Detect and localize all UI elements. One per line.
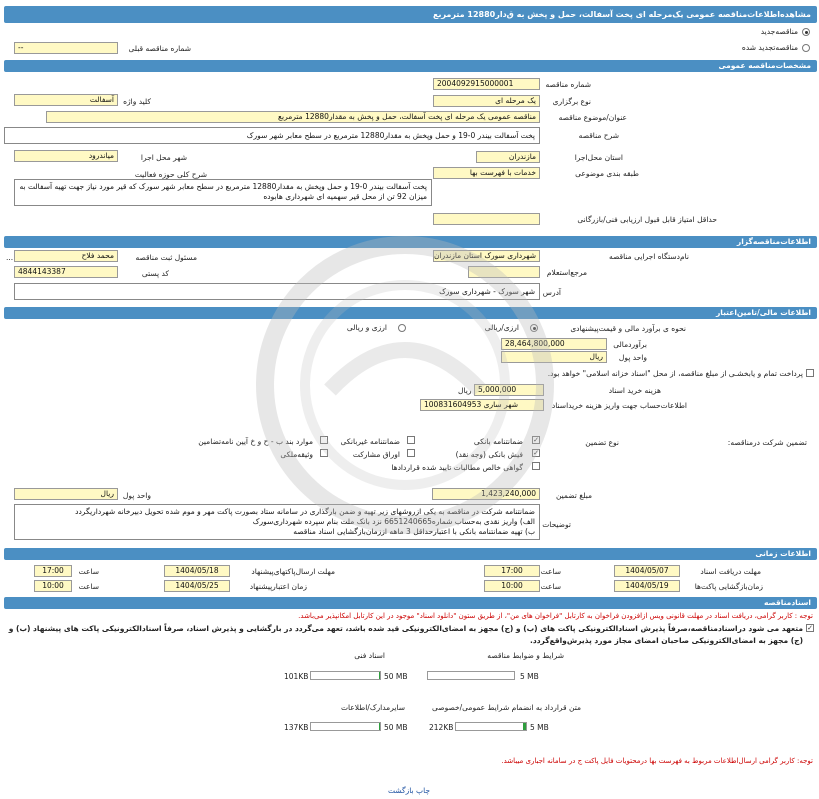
guarantee-note-line: الف) واریز نقدی به‌حساب شماره6651240665 نزد بانک ملت بنام سپرده شهرداری‌سورک: [252, 517, 535, 526]
guarantee-note-line: ضمانتنامه شرکت در مناقصه به یکی ازروشهای زیر تهیه و ضمن بارگذاری در سامانه ستاد بصورت پاکت مهر و موم شده تحویل دبیرخانه شهرداریگردد: [75, 507, 535, 516]
receive-time-label: ساعت: [540, 567, 561, 576]
doc-title-other: سایرمدارک/اطلاعات: [340, 703, 405, 712]
guarantee-amount-label: مبلغ تضمین: [555, 491, 592, 500]
bank-guarantee-checkbox: ✓: [533, 436, 539, 444]
open-label: زمان‌بازگشایی پاکت‌ها: [694, 582, 763, 591]
regulations-checkbox: [320, 436, 328, 444]
address-box: شهر سورک - شهرداری سورک: [14, 283, 540, 300]
subject-label: عنوان/موضوع مناقصه: [558, 113, 627, 122]
estimate-type-option1-label: ارزی/ریالی: [484, 323, 519, 332]
tender-number-field: 2004092915000001: [433, 78, 540, 90]
registrar-field: محمد فلاح: [14, 250, 118, 262]
currency-field: ریال: [501, 351, 607, 363]
nonbank-guarantee-label: ضمانتنامه غیربانکی: [340, 437, 400, 446]
guarantee-type-label: نوع تضمین: [585, 438, 619, 447]
description-label: شرح مناقصه: [578, 131, 619, 140]
document-fee-unit: ریال: [458, 386, 472, 395]
new-tender-radio[interactable]: [802, 28, 810, 36]
validity-date-field: 1404/05/25: [164, 580, 230, 592]
receive-label: مهلت دریافت اسناد: [700, 567, 761, 576]
min-score-field: [433, 213, 540, 225]
estimate-field: 28,464,800,000: [501, 338, 607, 350]
previous-tender-label: شماره مناقصه قبلی: [128, 44, 191, 53]
nonbank-guarantee-checkbox: [407, 436, 415, 444]
city-label: شهر محل اجرا: [140, 153, 187, 162]
doc-progress-contract: [455, 722, 527, 731]
guarantee-notes-label: توضیحات: [542, 520, 571, 529]
subject-field: مناقصه عمومی یک مرحله ای پخت آسفالت، حمل و پخش به مقدار12880 مترمربع: [46, 111, 540, 123]
doc-size-technical: 101KB: [284, 672, 309, 681]
property-label: وثیقه‌ملکی: [280, 450, 313, 459]
account-label: اطلاعات‌حساب جهت واریز هزینه خریداسناد: [551, 401, 687, 410]
document-fee-field: 5,000,000: [474, 384, 544, 396]
treasury-text: پرداخت تمام و یابخشـی از مبلغ مناقصه، از محل "اسناد خزانه اسلامی" خواهد بود.: [547, 369, 803, 378]
submit-time-field: 17:00: [34, 565, 72, 577]
property-checkbox: [320, 449, 328, 457]
registrar-more-link[interactable]: ...: [6, 253, 14, 262]
receive-time-field: 17:00: [484, 565, 540, 577]
doc-max-conditions: 5 MB: [520, 672, 539, 681]
activity-box: پخت آسفالت بیندر 0-19 و حمل وپخش به مقدار12880 مترمربع در سطح معابر شهر سورک که قیر مورد نیاز جهت تهیه آسفالت به میزان 92 تن از محل قیر سهمیه ای شهرداری هابوده: [14, 179, 432, 206]
doc-title-contract: متن قرارداد به انضمام شرایط عمومی/خصوصی: [432, 703, 581, 712]
currency-label: واحد پول: [618, 353, 647, 362]
account-number: 100831604953: [424, 400, 482, 409]
financial-section-header: اطلاعات مالی/تامین‌اعتبار: [4, 307, 817, 319]
keyword-field: آسفالت: [14, 94, 118, 106]
submit-label: مهلت ارسال‌پاکتهای‌پیشنهاد: [251, 567, 335, 576]
doc-max-technical: 50 MB: [384, 672, 408, 681]
guarantee-note-line: ب) تهیه ضمانتنامه بانکی با اعتبارحداقل 3 ماهه اززمان‌بازگشایی اسناد مناقصه: [293, 527, 535, 536]
renewed-tender-radio[interactable]: [802, 44, 810, 52]
documents-section-header: اسنادمناقصه: [4, 597, 817, 609]
tender-type-field: یک مرحله ای: [433, 95, 540, 107]
cash-label: فیش بانکی (وجه نقد): [455, 450, 523, 459]
doc-max-contract: 5 MB: [530, 723, 549, 732]
validity-time-field: 10:00: [34, 580, 72, 592]
estimate-label: برآورد‌مالی: [613, 340, 647, 349]
page-title: مشاهده‌اطلاعات‌مناقصه عمومی یک‌مرحله ای پخت آسفالت، حمل و پخش به ‌ق‌دار12880 مترمربع: [4, 6, 817, 23]
province-field: مازندران: [476, 151, 540, 163]
doc-progress-technical: [310, 671, 381, 680]
receive-date-field: 1404/05/07: [614, 565, 680, 577]
organization-field: شهرداری سورک استان مازندران: [433, 250, 540, 262]
open-date-field: 1404/05/19: [614, 580, 680, 592]
description-box: پخت آسفالت بیندر 0-19 و حمل وپخش به مقدار12880 مترمربع در سطح معابر شهر سورک: [4, 127, 540, 144]
doc-progress-conditions: [427, 671, 515, 680]
price-list-note: توجه: کاربر گرامی ارسال‌اطلاعات مربوط به فهرست بها درمحتویات فایل پاکت ج در سامانه اجباری میباشد.: [501, 757, 813, 765]
reference-label: مرجع‌استعلام: [546, 268, 587, 277]
bank-guarantee-label: ضمانتنامه بانکی: [473, 437, 523, 446]
min-score-label: حداقل امتیاز قابل قبول ارزیابی فنی/بازرگانی: [577, 215, 717, 224]
category-field: خدمات با فهرست بها: [433, 167, 540, 179]
document-fee-label: هزینه خرید اسناد: [608, 386, 661, 395]
estimate-type-option2-radio[interactable]: [398, 324, 406, 332]
estimate-type-option1-radio[interactable]: [530, 324, 538, 332]
validity-label: زمان اعتبارپیشنهاد: [249, 582, 307, 591]
category-label: طبقه بندی موضوعی: [575, 169, 639, 178]
postal-code-label: کد پستی: [141, 269, 169, 278]
bonds-checkbox: [407, 449, 415, 457]
estimate-type-label: نحوه ی برآورد مالی و قیمت‌پیشنهادی: [570, 324, 686, 333]
new-tender-label: مناقصه‌جدید: [760, 27, 798, 36]
address-label: آدرس: [542, 288, 561, 297]
account-field: [420, 399, 544, 411]
doc-size-contract: 212KB: [429, 723, 454, 732]
keyword-label: کلید واژه: [123, 97, 151, 106]
claims-checkbox: [532, 462, 540, 470]
claims-label: گواهی خالص مطالبات تایید شده قراردادها: [391, 463, 523, 472]
bonds-label: اوراق مشارکت: [352, 450, 400, 459]
guarantee-amount-field: 1,423,240,000: [432, 488, 540, 500]
doc-max-other: 50 MB: [384, 723, 408, 732]
guarantee-currency-label: واحد پول: [122, 491, 151, 500]
general-section-header: مشخصات‌مناقصه عمومی: [4, 60, 817, 72]
doc-title-conditions: شرایط و ضوابط مناقصه: [487, 651, 564, 660]
organization-label: نام‌دستگاه اجرایی مناقصه: [609, 252, 689, 261]
doc-title-technical: اسناد فنی: [354, 651, 385, 660]
account-bank: شهر ساری: [483, 400, 518, 409]
guarantee-title: تضمین شرکت در‌مناقصه:: [727, 438, 807, 447]
reference-field: [468, 266, 540, 278]
treasury-checkbox: [806, 369, 814, 377]
previous-tender-field: --: [14, 42, 118, 54]
doc-size-other: 137KB: [284, 723, 309, 732]
open-time-field: 10:00: [484, 580, 540, 592]
postal-code-field: 4844143387: [14, 266, 118, 278]
open-time-label: ساعت: [540, 582, 561, 591]
renewed-tender-label: مناقصه‌تجدید شده: [741, 43, 798, 52]
timing-section-header: اطلاعات زمانی: [4, 548, 817, 560]
documents-note: توجه : کاربر گرامی، دریافت اسناد در مهلت قانونی ویس ازافزودن فراخوان به کارتابل "فراخوان های من"، از طریق ستون "دانلود اسناد" موجود در این کارتابل امکانپذیر می‌باشد.: [298, 612, 813, 620]
city-field: میاندرود: [14, 150, 118, 162]
province-label: استان محل‌اجرا: [574, 153, 623, 162]
commitment-text: متعهد می شود دراسنادمناقصه،صرفاً پذیرش اسنادالکترونیکی پاکت های (ب) و (ج) مجهز به امضای‌الکترونیکی قید شده باشد، تعهد می‌گردد در بارگشایی و پذیرش اسناد، صرفاً اسنادالکترونیکی پاکت های پیشنهاد (ب) و (ج) مجهز به امضای‌الکترونیکی صاحبان امضای مجاز مورد پذیرش‌واقع‌گردد.: [8, 624, 803, 645]
guarantee-notes-box: [14, 504, 540, 540]
regulations-label: موارد بند ب - ح و خ آیین نامه‌تضامین: [198, 437, 313, 446]
tender-type-label: نوع برگزاری: [552, 97, 591, 106]
cash-checkbox: ✓: [533, 449, 539, 457]
estimate-type-option2-label: ارزی و ریالی: [346, 323, 387, 332]
commitment-checkbox: ✓: [807, 624, 813, 632]
submit-time-label: ساعت: [78, 567, 99, 576]
guarantee-currency-field: ریال: [14, 488, 118, 500]
activity-label: شرح کلی حوزه فعالیت: [134, 170, 207, 179]
print-back-link[interactable]: چاپ بازگشت: [388, 786, 430, 795]
doc-progress-other: [310, 722, 381, 731]
tender-number-label: شماره مناقصه: [545, 80, 591, 89]
submit-date-field: 1404/05/18: [164, 565, 230, 577]
registrar-label: مسئول ثبت مناقصه: [135, 253, 197, 262]
validity-time-label: ساعت: [78, 582, 99, 591]
organizer-section-header: اطلاعات‌مناقصه‌گزار: [4, 236, 817, 248]
